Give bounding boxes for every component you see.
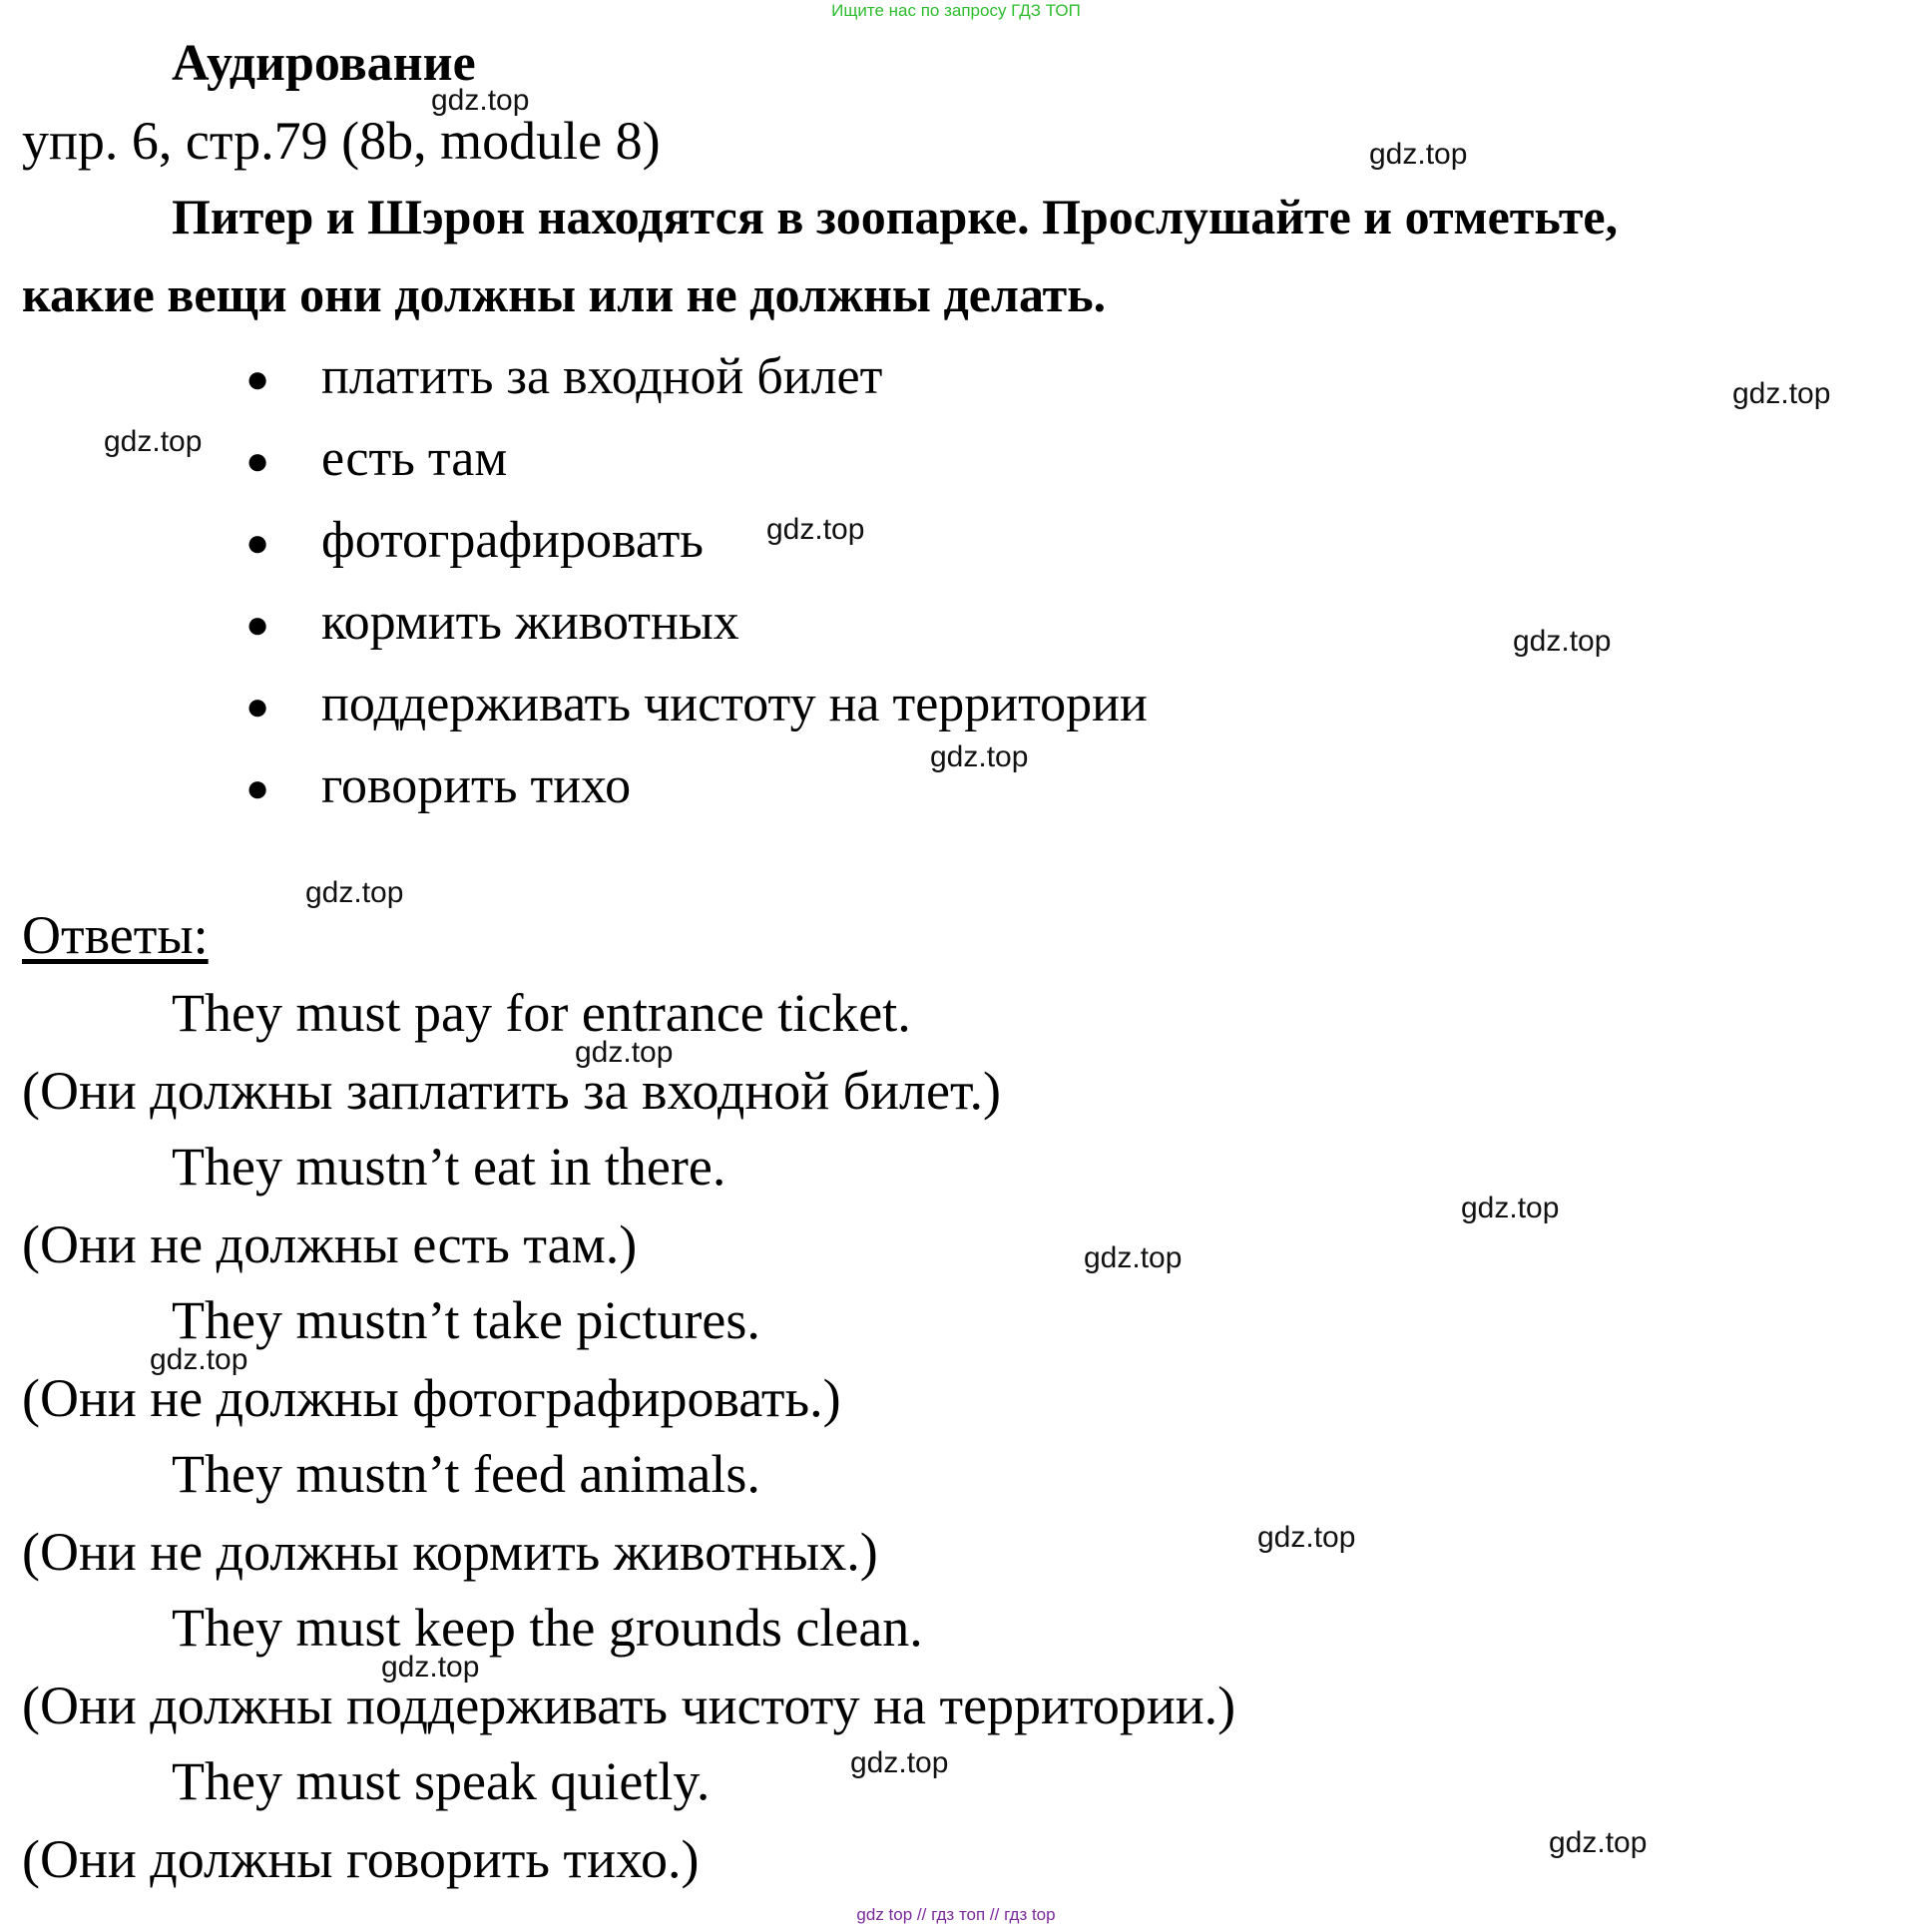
bullet-icon: ●: [245, 765, 270, 810]
answer-translation: (Они не должны есть там.): [22, 1214, 638, 1274]
answer-english: They mustn’t eat in there.: [172, 1137, 726, 1197]
bullet-icon: ●: [245, 438, 270, 483]
answer-english: They mustn’t take pictures.: [172, 1290, 760, 1350]
list-item: фотографировать: [321, 512, 705, 569]
watermark: gdz.top: [305, 876, 404, 909]
list-item: есть там: [321, 430, 508, 487]
list-item: поддерживать чистоту на территории: [321, 676, 1148, 732]
page-title: Аудирование: [172, 35, 476, 92]
answers-heading: Ответы:: [22, 905, 209, 965]
exercise-reference: упр. 6, стр.79 (8b, module 8): [22, 111, 661, 171]
answer-translation: (Они не должны кормить животных.): [22, 1522, 878, 1582]
watermark: gdz.top: [431, 84, 530, 117]
watermark: gdz.top: [1461, 1192, 1560, 1224]
watermark: gdz.top: [930, 740, 1029, 773]
answer-translation: (Они не должны фотографировать.): [22, 1368, 841, 1428]
answer-english: They mustn’t feed animals.: [172, 1444, 760, 1504]
bullet-icon: ●: [245, 520, 270, 565]
watermark: gdz.top: [1549, 1826, 1648, 1859]
answer-translation: (Они должны заплатить за входной билет.): [22, 1061, 1001, 1121]
watermark: gdz.top: [104, 425, 203, 458]
answer-english: They must pay for entrance ticket.: [172, 983, 911, 1043]
watermark: gdz.top: [1257, 1521, 1356, 1554]
list-item: кормить животных: [321, 594, 739, 651]
watermark: gdz.top: [1732, 377, 1831, 410]
bullet-icon: ●: [245, 602, 270, 647]
watermark: gdz.top: [766, 513, 865, 546]
watermark: gdz.top: [575, 1036, 674, 1069]
watermark: gdz.top: [1084, 1241, 1183, 1274]
answer-translation: (Они должны говорить тихо.): [22, 1829, 700, 1889]
watermark: gdz.top: [150, 1343, 248, 1376]
list-item: говорить тихо: [321, 757, 632, 814]
top-banner: Ищите нас по запросу ГДЗ ТОП: [831, 1, 1081, 20]
task-text-line-1: Питер и Шэрон находятся в зоопарке. Прослушайте и отметьте,: [172, 189, 1619, 244]
watermark: gdz.top: [381, 1651, 480, 1684]
list-item: платить за входной билет: [321, 348, 883, 405]
bullet-icon: ●: [245, 684, 270, 728]
watermark: gdz.top: [850, 1746, 949, 1779]
answer-translation: (Они должны поддерживать чистоту на территории.): [22, 1676, 1236, 1735]
watermark: gdz.top: [1369, 138, 1468, 171]
task-text-line-2: какие вещи они должны или не должны делать.: [22, 266, 1107, 322]
watermark: gdz.top: [1513, 625, 1612, 658]
footer-watermark: gdz top // гдз топ // гдз top: [856, 1905, 1056, 1924]
answer-english: They must speak quietly.: [172, 1751, 711, 1811]
answer-english: They must keep the grounds clean.: [172, 1598, 923, 1658]
bullet-icon: ●: [245, 356, 270, 401]
